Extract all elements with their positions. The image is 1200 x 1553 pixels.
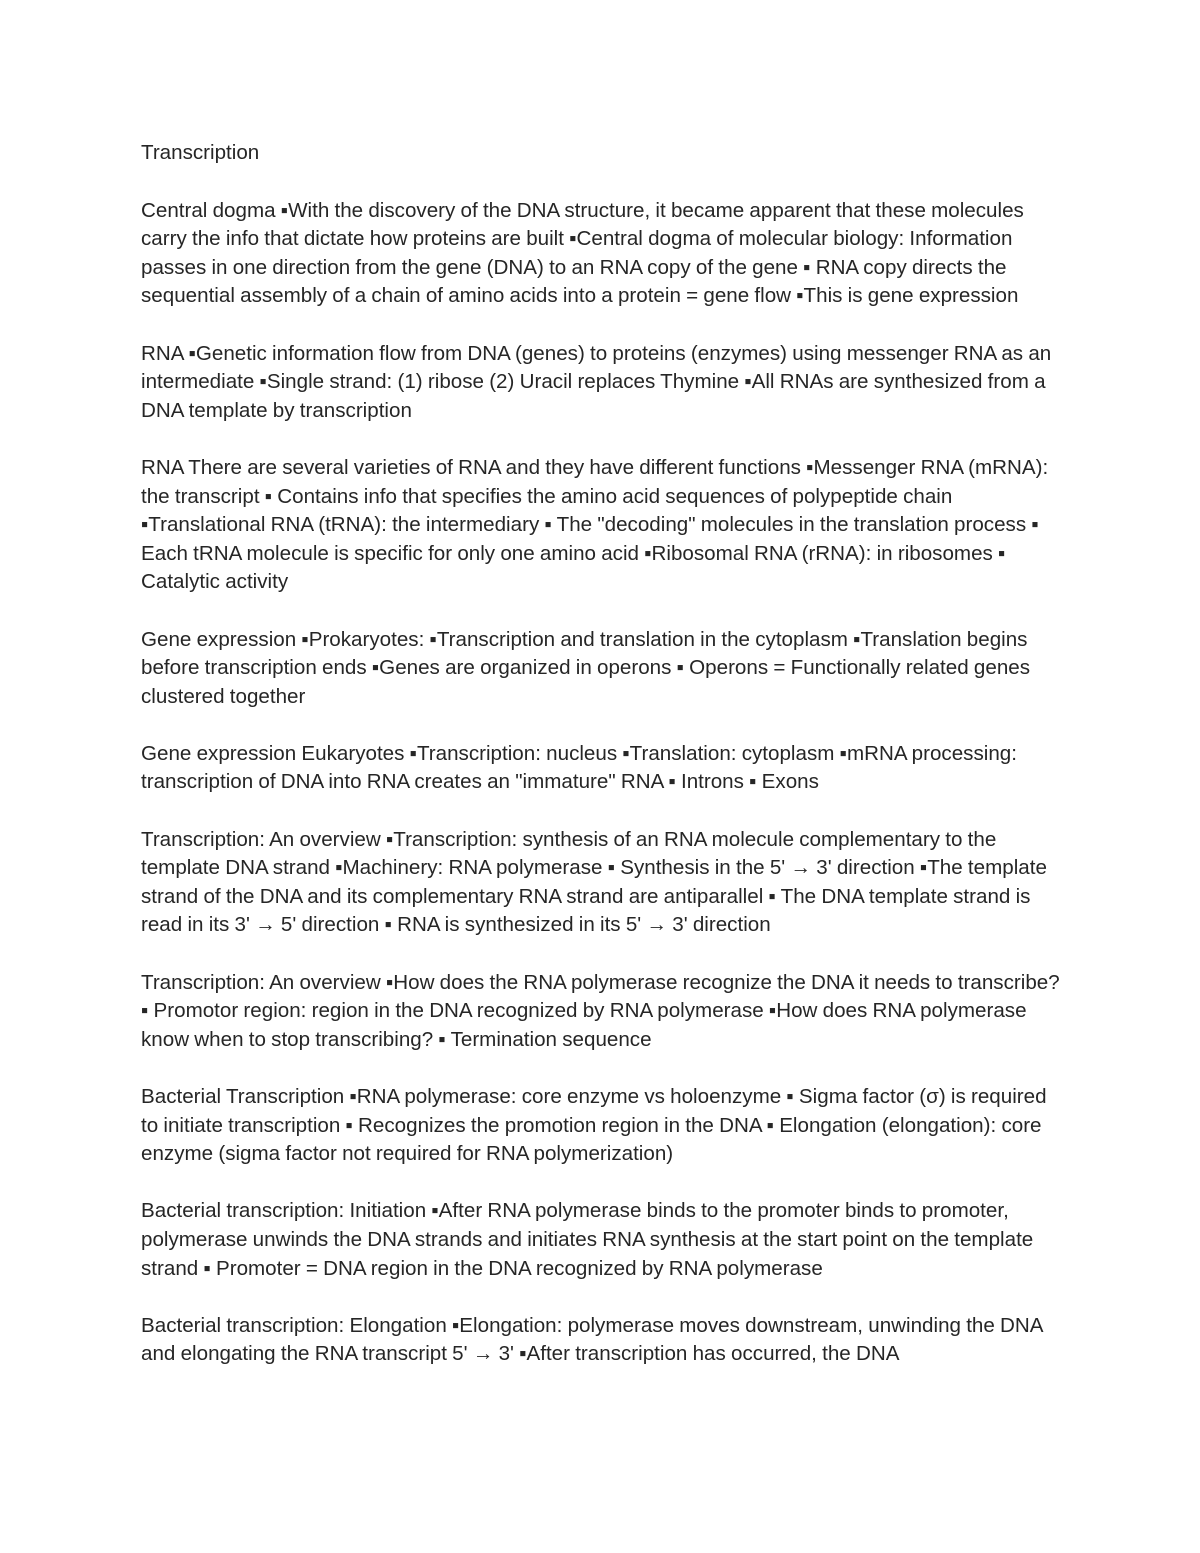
paragraph-transcription-overview-1: Transcription: An overview ▪Transcription: synthesis of an RNA molecule complementary to the template DNA strand ▪Machinery: RNA polymerase ▪ Synthesis in the 5' → 3' direction ▪The template strand of the DNA and its complementary RNA strand are antiparallel ▪ The DNA template strand is read in its 3' → 5' direction ▪ RNA is synthesized in its 5' → 3' direction: [141, 827, 1047, 937]
paragraph-rna-varieties: RNA There are several varieties of RNA and they have different functions ▪Messenger RNA (mRNA): the transcript ▪ Contains info that specifies the amino acid sequences of polypeptide chain ▪Translational RNA (tRNA): the intermediary ▪ The "decoding" molecules in the translation process ▪ Each tRNA molecule is specific for only one amino acid ▪Ribosomal RNA (rRNA): in ribosomes ▪ Catalytic activity: [141, 455, 1049, 594]
paragraph-central-dogma: Central dogma ▪With the discovery of the DNA structure, it became apparent that these molecules carry the info that dictate how proteins are built ▪Central dogma of molecular biology: Information passes in one direction from the gene (DNA) to an RNA copy of the gene ▪ RNA copy directs the sequential assembly of a chain of amino acids into a protein = gene flow ▪This is gene expression: [141, 198, 1024, 308]
paragraph-bacterial-transcription: Bacterial Transcription ▪RNA polymerase: core enzyme vs holoenzyme ▪ Sigma factor (σ) is required to initiate transcription ▪ Recognizes the promotion region in the DNA ▪ Elongation (elongation): core enzyme (sigma factor not required for RNA polymerization): [141, 1085, 1047, 1166]
paragraph-gene-expression-eukaryotes: Gene expression Eukaryotes ▪Transcription: nucleus ▪Translation: cytoplasm ▪mRNA processing: transcription of DNA into RNA creates an "immature" RNA ▪ Introns ▪ Exons: [141, 741, 1017, 794]
paragraph-gene-expression-prokaryotes: Gene expression ▪Prokaryotes: ▪Transcription and translation in the cytoplasm ▪Translation begins before transcription ends ▪Genes are organized in operons ▪ Operons = Functionally related genes clustered together: [141, 627, 1031, 708]
paragraph-bacterial-initiation: Bacterial transcription: Initiation ▪After RNA polymerase binds to the promoter binds to promoter, polymerase unwinds the DNA strands and initiates RNA synthesis at the start point on the template strand ▪ Promoter = DNA region in the DNA recognized by RNA polymerase: [141, 1199, 1034, 1280]
paragraph-bacterial-elongation: Bacterial transcription: Elongation ▪Elongation: polymerase moves downstream, unwinding the DNA and elongating the RNA transcript 5' → 3' ▪After transcription has occurred, the DNA: [141, 1313, 1043, 1366]
paragraph-rna: RNA ▪Genetic information flow from DNA (genes) to proteins (enzymes) using messenger RNA as an intermediate ▪Single strand: (1) ribose (2) Uracil replaces Thymine ▪All RNAs are synthesized from a DNA template by transcription: [141, 341, 1052, 422]
paragraph-transcription-overview-2: Transcription: An overview ▪How does the RNA polymerase recognize the DNA it needs to transcribe? ▪ Promotor region: region in the DNA recognized by RNA polymerase ▪How does RNA polymerase know when to stop transcribing? ▪ Termination sequence: [141, 970, 1060, 1051]
document-body: [141, 139, 1066, 1398]
document-title: Transcription: [141, 141, 260, 164]
